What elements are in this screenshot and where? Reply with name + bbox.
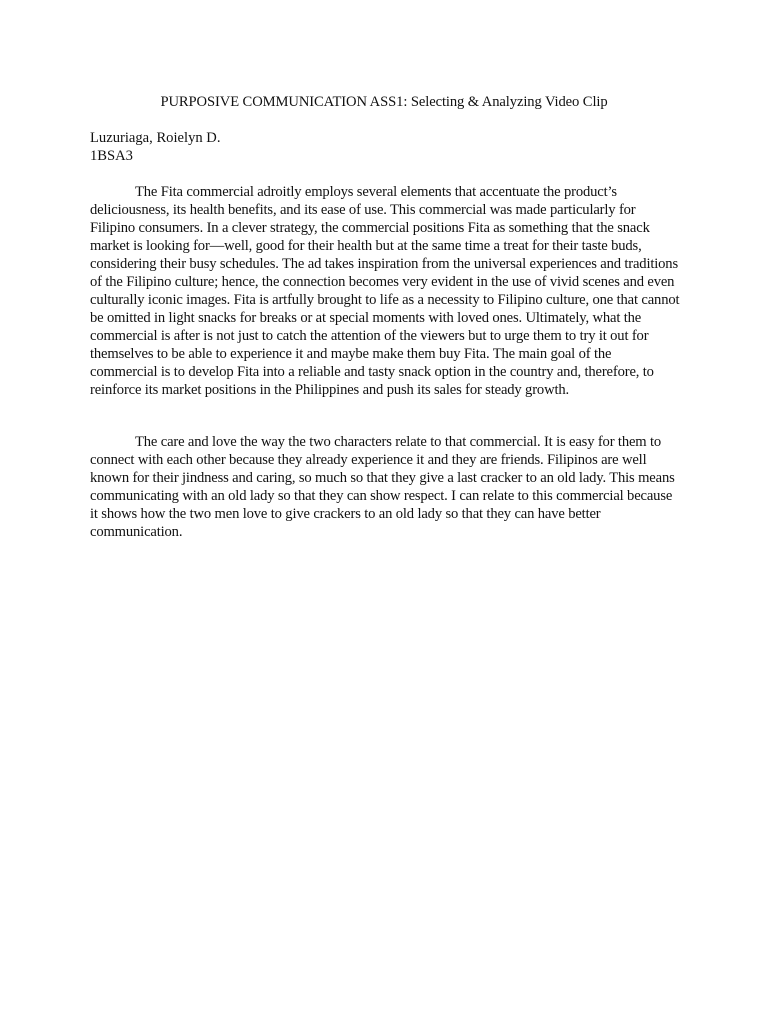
author-name: Luzuriaga, Roielyn D. [90, 130, 221, 146]
class-section: 1BSA3 [90, 148, 133, 164]
document-title: PURPOSIVE COMMUNICATION ASS1: Selecting & Analyzing Video Clip [160, 94, 608, 110]
body-paragraph-2: The care and love the way the two characters relate to that commercial. It is easy for them to connect with each other because they already experience it and they are friends. Filipinos are well known for their jindness and caring, so much so that they give a last cracker to an old lady. This means communicating with an old lady so that they can show respect. I can relate to this commercial because it shows how the two men love to give crackers to an old lady so that they can have better communication. [90, 434, 675, 540]
body-paragraph-1: The Fita commercial adroitly employs several elements that accentuate the product’s deliciousness, its health benefits, and its ease of use. This commercial was made particularly for Filipino consumers. In a clever strategy, the commercial positions Fita as something that the snack market is looking for—well, good for their health but at the same time a treat for their taste buds, considering their busy schedules. The ad takes inspiration from the universal experiences and traditions of the Filipino culture; hence, the connection becomes very evident in the use of vivid scenes and even culturally iconic images. Fita is artfully brought to life as a necessity to Filipino culture, one that cannot be omitted in light snacks for breaks or at special moments with loved ones. Ultimately, what the commercial is after is not just to catch the attention of the viewers but to urge them to try it out for themselves to be able to experience it and maybe make them buy Fita. The main goal of the commercial is to develop Fita into a reliable and tasty snack option in the country and, therefore, to reinforce its market positions in the Philippines and push its sales for steady growth. [90, 184, 680, 398]
